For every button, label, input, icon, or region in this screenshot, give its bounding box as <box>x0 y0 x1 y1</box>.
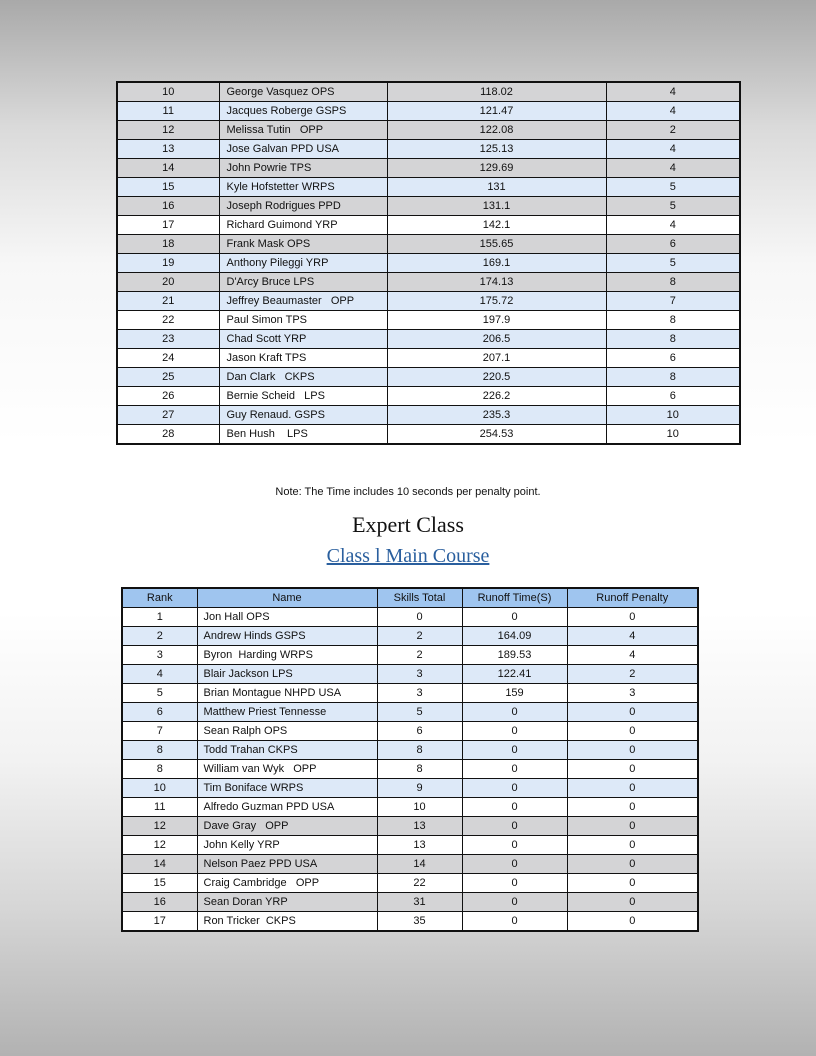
rank-cell: 6 <box>122 703 197 722</box>
runoff-time-cell: 122.41 <box>462 665 567 684</box>
name-cell: Craig Cambridge OPP <box>197 874 377 893</box>
rank-cell: 24 <box>117 349 219 368</box>
table-row <box>122 760 698 779</box>
rank-cell: 18 <box>117 235 219 254</box>
penalty-note: Note: The Time includes 10 seconds per penalty point. <box>275 486 541 498</box>
name-cell: Bernie Scheid LPS <box>219 387 387 406</box>
skills-cell: 13 <box>377 836 462 855</box>
skills-cell: 10 <box>377 798 462 817</box>
name-cell: Tim Boniface WRPS <box>197 779 377 798</box>
name-cell: Jon Hall OPS <box>197 608 377 627</box>
name-cell: John Kelly YRP <box>197 836 377 855</box>
runoff-penalty-cell: 0 <box>567 798 698 817</box>
table-row <box>122 646 698 665</box>
time-cell: 206.5 <box>387 330 606 349</box>
runoff-time-cell: 0 <box>462 608 567 627</box>
runoff-time-cell: 0 <box>462 912 567 932</box>
rank-cell: 5 <box>122 684 197 703</box>
rank-cell: 12 <box>117 121 219 140</box>
table-row <box>122 741 698 760</box>
penalty-cell: 10 <box>606 406 740 425</box>
runoff-penalty-cell: 0 <box>567 836 698 855</box>
name-cell: Dan Clark CKPS <box>219 368 387 387</box>
time-cell: 131.1 <box>387 197 606 216</box>
time-cell: 122.08 <box>387 121 606 140</box>
rank-cell: 15 <box>117 178 219 197</box>
runoff-penalty-cell: 0 <box>567 703 698 722</box>
skills-cell: 3 <box>377 684 462 703</box>
rank-cell: 26 <box>117 387 219 406</box>
time-cell: 121.47 <box>387 102 606 121</box>
penalty-cell: 6 <box>606 387 740 406</box>
time-cell: 226.2 <box>387 387 606 406</box>
runoff-time-cell: 0 <box>462 798 567 817</box>
name-cell: Byron Harding WRPS <box>197 646 377 665</box>
table-row <box>122 912 698 932</box>
name-cell: Guy Renaud. GSPS <box>219 406 387 425</box>
rank-cell: 13 <box>117 140 219 159</box>
rank-cell: 21 <box>117 292 219 311</box>
penalty-cell: 7 <box>606 292 740 311</box>
name-cell: Paul Simon TPS <box>219 311 387 330</box>
rank-cell: 3 <box>122 646 197 665</box>
skills-cell: 22 <box>377 874 462 893</box>
table-row <box>117 140 740 159</box>
name-cell: George Vasquez OPS <box>219 82 387 102</box>
penalty-cell: 5 <box>606 178 740 197</box>
rank-cell: 14 <box>122 855 197 874</box>
rank-cell: 10 <box>117 82 219 102</box>
header-name: Name <box>197 588 377 608</box>
rank-cell: 4 <box>122 665 197 684</box>
table-row <box>122 608 698 627</box>
runoff-penalty-cell: 0 <box>567 855 698 874</box>
table-row <box>122 893 698 912</box>
penalty-cell: 6 <box>606 349 740 368</box>
header-rank: Rank <box>122 588 197 608</box>
skills-cell: 2 <box>377 646 462 665</box>
rank-cell: 16 <box>117 197 219 216</box>
runoff-time-cell: 0 <box>462 893 567 912</box>
name-cell: Ben Hush LPS <box>219 425 387 445</box>
runoff-penalty-cell: 0 <box>567 779 698 798</box>
skills-cell: 2 <box>377 627 462 646</box>
name-cell: Brian Montague NHPD USA <box>197 684 377 703</box>
name-cell: William van Wyk OPP <box>197 760 377 779</box>
table-row <box>122 722 698 741</box>
name-cell: Melissa Tutin OPP <box>219 121 387 140</box>
name-cell: Kyle Hofstetter WRPS <box>219 178 387 197</box>
time-cell: 118.02 <box>387 82 606 102</box>
rank-cell: 16 <box>122 893 197 912</box>
class-title: Expert Class <box>352 512 464 537</box>
rank-cell: 25 <box>117 368 219 387</box>
skills-cell: 8 <box>377 760 462 779</box>
table-row <box>117 197 740 216</box>
rank-cell: 1 <box>122 608 197 627</box>
table-row <box>117 425 740 445</box>
time-cell: 235.3 <box>387 406 606 425</box>
runoff-penalty-cell: 0 <box>567 741 698 760</box>
time-cell: 142.1 <box>387 216 606 235</box>
runoff-time-cell: 0 <box>462 874 567 893</box>
penalty-cell: 8 <box>606 311 740 330</box>
name-cell: Ron Tricker CKPS <box>197 912 377 932</box>
table-row <box>117 387 740 406</box>
rank-cell: 2 <box>122 627 197 646</box>
penalty-cell: 4 <box>606 82 740 102</box>
table-row <box>117 311 740 330</box>
rank-cell: 28 <box>117 425 219 445</box>
runoff-time-cell: 0 <box>462 779 567 798</box>
penalty-cell: 6 <box>606 235 740 254</box>
table-row <box>117 254 740 273</box>
runoff-time-cell: 159 <box>462 684 567 703</box>
penalty-cell: 8 <box>606 330 740 349</box>
runoff-penalty-cell: 0 <box>567 608 698 627</box>
rank-cell: 8 <box>122 741 197 760</box>
table-row <box>122 874 698 893</box>
expert-table-body <box>122 608 698 932</box>
table-row <box>117 273 740 292</box>
name-cell: Jeffrey Beaumaster OPP <box>219 292 387 311</box>
expert-class-table <box>121 587 699 932</box>
skills-cell: 31 <box>377 893 462 912</box>
table-row <box>117 102 740 121</box>
runoff-time-cell: 0 <box>462 703 567 722</box>
name-cell: Sean Doran YRP <box>197 893 377 912</box>
skills-cell: 5 <box>377 703 462 722</box>
runoff-time-cell: 189.53 <box>462 646 567 665</box>
time-cell: 220.5 <box>387 368 606 387</box>
rank-cell: 19 <box>117 254 219 273</box>
rank-cell: 8 <box>122 760 197 779</box>
table-row <box>117 330 740 349</box>
penalty-cell: 10 <box>606 425 740 445</box>
penalty-cell: 4 <box>606 216 740 235</box>
table-row <box>122 665 698 684</box>
name-cell: Matthew Priest Tennesse <box>197 703 377 722</box>
runoff-time-cell: 0 <box>462 760 567 779</box>
runoff-penalty-cell: 0 <box>567 817 698 836</box>
course-title-link[interactable]: Class l Main Course <box>326 545 490 567</box>
time-cell: 197.9 <box>387 311 606 330</box>
name-cell: Sean Ralph OPS <box>197 722 377 741</box>
table-row <box>117 82 740 102</box>
header-runoff-time: Runoff Time(S) <box>462 588 567 608</box>
table-row <box>117 159 740 178</box>
name-cell: Jason Kraft TPS <box>219 349 387 368</box>
name-cell: Jacques Roberge GSPS <box>219 102 387 121</box>
table-row <box>122 836 698 855</box>
skills-cell: 0 <box>377 608 462 627</box>
rank-cell: 10 <box>122 779 197 798</box>
skills-cell: 9 <box>377 779 462 798</box>
runoff-penalty-cell: 2 <box>567 665 698 684</box>
runoff-penalty-cell: 3 <box>567 684 698 703</box>
table-row <box>122 779 698 798</box>
penalty-cell: 4 <box>606 159 740 178</box>
rank-cell: 17 <box>122 912 197 932</box>
runoff-time-cell: 0 <box>462 817 567 836</box>
table-row <box>117 178 740 197</box>
rank-cell: 14 <box>117 159 219 178</box>
skills-cell: 35 <box>377 912 462 932</box>
table-row <box>122 817 698 836</box>
name-cell: Nelson Paez PPD USA <box>197 855 377 874</box>
runoff-penalty-cell: 4 <box>567 627 698 646</box>
runoff-time-cell: 164.09 <box>462 627 567 646</box>
name-cell: Blair Jackson LPS <box>197 665 377 684</box>
name-cell: Frank Mask OPS <box>219 235 387 254</box>
rank-cell: 17 <box>117 216 219 235</box>
rank-cell: 22 <box>117 311 219 330</box>
skills-cell: 8 <box>377 741 462 760</box>
table-row <box>117 121 740 140</box>
results-table <box>116 81 741 445</box>
runoff-time-cell: 0 <box>462 855 567 874</box>
name-cell: John Powrie TPS <box>219 159 387 178</box>
runoff-penalty-cell: 0 <box>567 874 698 893</box>
table-row <box>122 703 698 722</box>
name-cell: Andrew Hinds GSPS <box>197 627 377 646</box>
time-cell: 254.53 <box>387 425 606 445</box>
results-table-body <box>117 82 740 444</box>
penalty-cell: 2 <box>606 121 740 140</box>
rank-cell: 27 <box>117 406 219 425</box>
runoff-penalty-cell: 0 <box>567 722 698 741</box>
name-cell: Joseph Rodrigues PPD <box>219 197 387 216</box>
skills-cell: 3 <box>377 665 462 684</box>
time-cell: 175.72 <box>387 292 606 311</box>
rank-cell: 23 <box>117 330 219 349</box>
time-cell: 129.69 <box>387 159 606 178</box>
skills-cell: 6 <box>377 722 462 741</box>
table-row <box>117 292 740 311</box>
runoff-time-cell: 0 <box>462 741 567 760</box>
rank-cell: 12 <box>122 817 197 836</box>
name-cell: Todd Trahan CKPS <box>197 741 377 760</box>
name-cell: Anthony Pileggi YRP <box>219 254 387 273</box>
runoff-time-cell: 0 <box>462 836 567 855</box>
runoff-time-cell: 0 <box>462 722 567 741</box>
expert-table-header <box>122 588 698 608</box>
rank-cell: 7 <box>122 722 197 741</box>
table-row <box>117 406 740 425</box>
skills-cell: 14 <box>377 855 462 874</box>
runoff-penalty-cell: 0 <box>567 760 698 779</box>
penalty-cell: 8 <box>606 368 740 387</box>
name-cell: D'Arcy Bruce LPS <box>219 273 387 292</box>
penalty-cell: 5 <box>606 197 740 216</box>
time-cell: 155.65 <box>387 235 606 254</box>
header-row <box>122 588 698 608</box>
runoff-penalty-cell: 0 <box>567 912 698 932</box>
time-cell: 125.13 <box>387 140 606 159</box>
penalty-cell: 8 <box>606 273 740 292</box>
name-cell: Jose Galvan PPD USA <box>219 140 387 159</box>
table-row <box>122 855 698 874</box>
penalty-cell: 4 <box>606 140 740 159</box>
penalty-cell: 5 <box>606 254 740 273</box>
table-row <box>117 235 740 254</box>
name-cell: Dave Gray OPP <box>197 817 377 836</box>
penalty-cell: 4 <box>606 102 740 121</box>
runoff-penalty-cell: 4 <box>567 646 698 665</box>
header-skills-total: Skills Total <box>377 588 462 608</box>
time-cell: 207.1 <box>387 349 606 368</box>
header-runoff-penalty: Runoff Penalty <box>567 588 698 608</box>
rank-cell: 20 <box>117 273 219 292</box>
rank-cell: 15 <box>122 874 197 893</box>
table-row <box>117 349 740 368</box>
name-cell: Alfredo Guzman PPD USA <box>197 798 377 817</box>
name-cell: Richard Guimond YRP <box>219 216 387 235</box>
rank-cell: 12 <box>122 836 197 855</box>
table-row <box>122 684 698 703</box>
table-row <box>117 368 740 387</box>
rank-cell: 11 <box>117 102 219 121</box>
time-cell: 131 <box>387 178 606 197</box>
rank-cell: 11 <box>122 798 197 817</box>
runoff-penalty-cell: 0 <box>567 893 698 912</box>
time-cell: 174.13 <box>387 273 606 292</box>
skills-cell: 13 <box>377 817 462 836</box>
table-row <box>122 627 698 646</box>
time-cell: 169.1 <box>387 254 606 273</box>
table-row <box>117 216 740 235</box>
table-row <box>122 798 698 817</box>
name-cell: Chad Scott YRP <box>219 330 387 349</box>
